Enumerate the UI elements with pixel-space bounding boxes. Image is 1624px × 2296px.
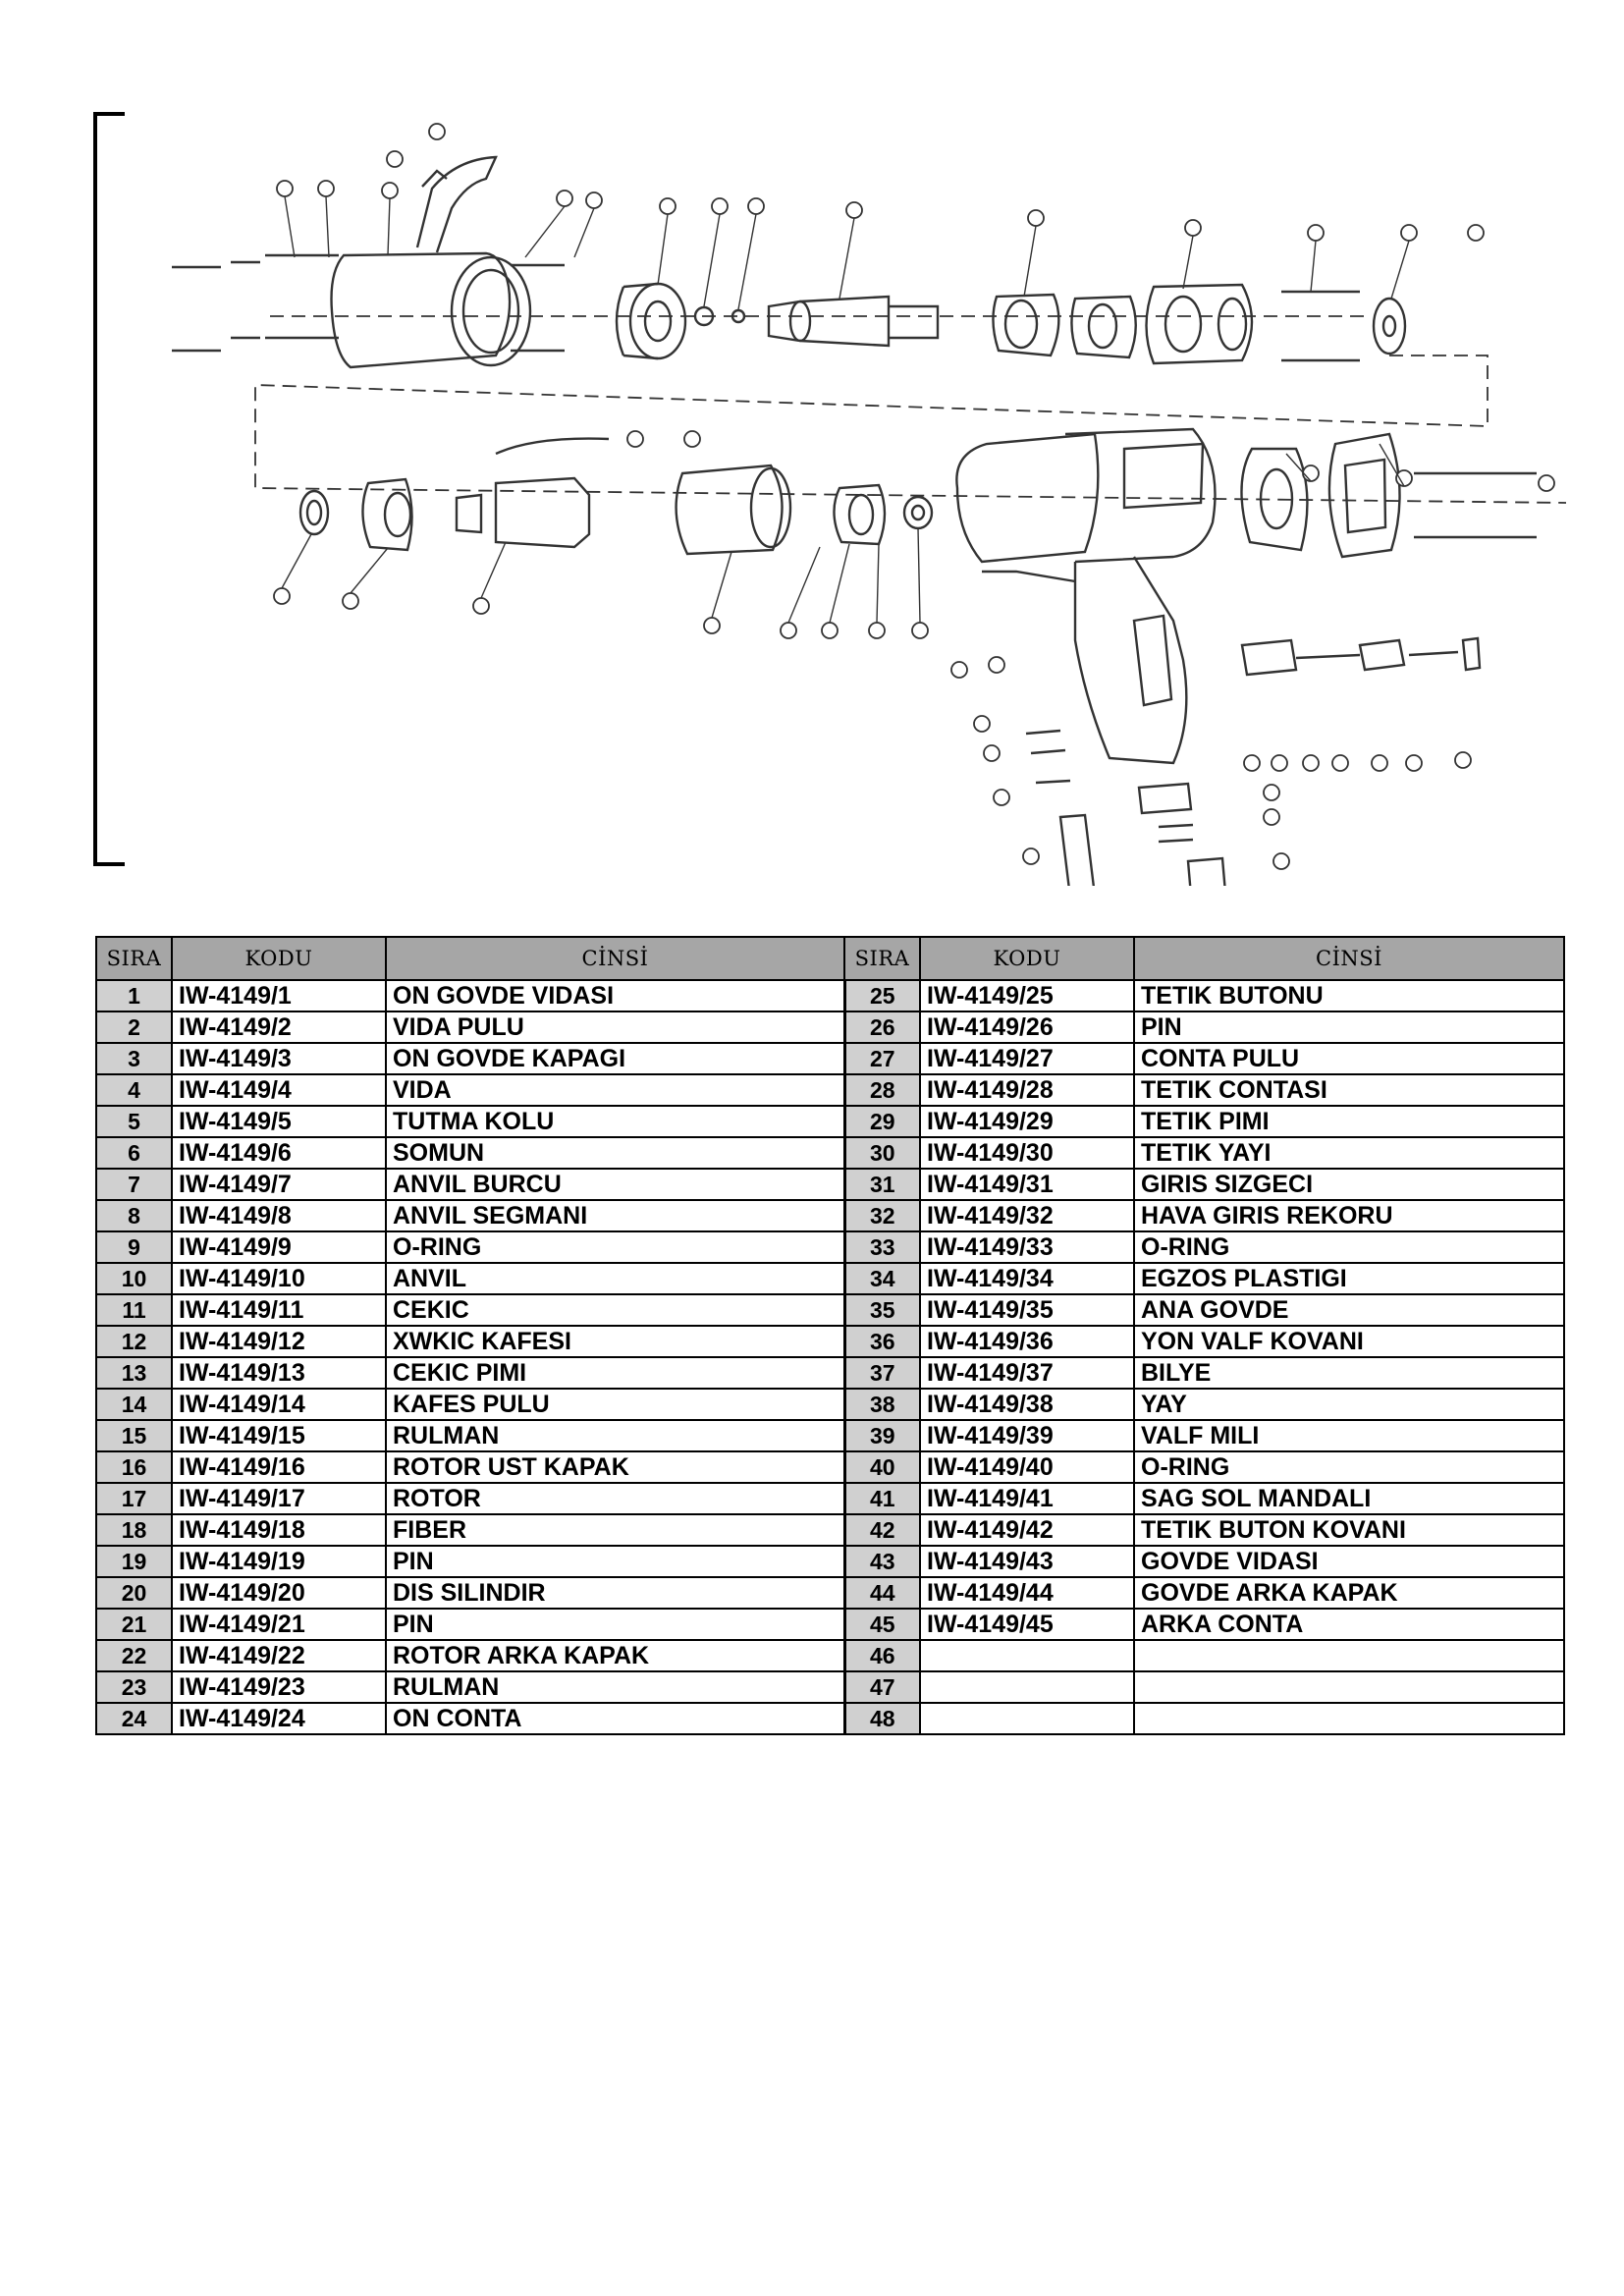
kodu-cell: IW-4149/27 [920, 1043, 1134, 1074]
cinsi-cell: CEKIC PIMI [386, 1357, 844, 1389]
table-row [96, 1169, 1564, 1200]
sira-cell: 11 [96, 1294, 172, 1326]
table-row [96, 1326, 1564, 1357]
sira-cell: 22 [96, 1640, 172, 1671]
table-row [96, 1357, 1564, 1389]
sira-cell: 3 [96, 1043, 172, 1074]
kodu-cell: IW-4149/17 [172, 1483, 386, 1514]
kodu-cell: IW-4149/24 [172, 1703, 386, 1734]
cinsi-cell: ANVIL BURCU [386, 1169, 844, 1200]
table-row [96, 1703, 1564, 1734]
header-cinsi: CİNSİ [386, 937, 844, 980]
table-row [96, 1231, 1564, 1263]
sira-cell: 16 [96, 1451, 172, 1483]
cinsi-cell: TETIK BUTONU [1134, 980, 1564, 1011]
cinsi-cell: ARKA CONTA [1134, 1609, 1564, 1640]
cinsi-cell: SOMUN [386, 1137, 844, 1169]
table-row [96, 1514, 1564, 1546]
kodu-cell: IW-4149/21 [172, 1609, 386, 1640]
sira-cell: 23 [96, 1671, 172, 1703]
kodu-cell: IW-4149/5 [172, 1106, 386, 1137]
kodu-cell: IW-4149/25 [920, 980, 1134, 1011]
sira-cell: 14 [96, 1389, 172, 1420]
sira-cell: 40 [844, 1451, 920, 1483]
sira-cell: 13 [96, 1357, 172, 1389]
rotor-group-part [300, 439, 609, 550]
cinsi-cell: ROTOR UST KAPAK [386, 1451, 844, 1483]
cinsi-cell: O-RING [1134, 1451, 1564, 1483]
kodu-cell: IW-4149/44 [920, 1577, 1134, 1609]
kodu-cell: IW-4149/15 [172, 1420, 386, 1451]
kodu-cell: IW-4149/32 [920, 1200, 1134, 1231]
header-sira-2: SIRA [844, 937, 920, 980]
header-kodu: KODU [172, 937, 386, 980]
kodu-cell: IW-4149/1 [172, 980, 386, 1011]
sira-cell: 4 [96, 1074, 172, 1106]
kodu-cell: IW-4149/39 [920, 1420, 1134, 1451]
cinsi-cell: ANVIL SEGMANI [386, 1200, 844, 1231]
front-housing-part [332, 157, 531, 367]
kodu-cell [920, 1703, 1134, 1734]
table-row [96, 1609, 1564, 1640]
cinsi-cell: ON GOVDE VIDASI [386, 980, 844, 1011]
table-row [96, 1137, 1564, 1169]
cinsi-cell [1134, 1671, 1564, 1703]
sira-cell: 41 [844, 1483, 920, 1514]
cinsi-cell: O-RING [1134, 1231, 1564, 1263]
table-row [96, 1671, 1564, 1703]
rear-cover-part [1241, 434, 1537, 557]
cinsi-cell: FIBER [386, 1514, 844, 1546]
sira-cell: 26 [844, 1011, 920, 1043]
header-sira: SIRA [96, 937, 172, 980]
cinsi-cell: SAG SOL MANDALI [1134, 1483, 1564, 1514]
kodu-cell [920, 1640, 1134, 1671]
cinsi-cell: ON GOVDE KAPAGI [386, 1043, 844, 1074]
sira-cell: 45 [844, 1609, 920, 1640]
table-row [96, 1640, 1564, 1671]
sira-cell: 24 [96, 1703, 172, 1734]
cinsi-cell: ANVIL [386, 1263, 844, 1294]
cinsi-cell: RULMAN [386, 1420, 844, 1451]
sira-cell: 2 [96, 1011, 172, 1043]
valve-group-part [1242, 638, 1480, 675]
sira-cell: 15 [96, 1420, 172, 1451]
sira-cell: 9 [96, 1231, 172, 1263]
kodu-cell: IW-4149/35 [920, 1294, 1134, 1326]
sira-cell: 34 [844, 1263, 920, 1294]
cinsi-cell: CONTA PULU [1134, 1043, 1564, 1074]
kodu-cell: IW-4149/14 [172, 1389, 386, 1420]
cinsi-cell: HAVA GIRIS REKORU [1134, 1200, 1564, 1231]
kodu-cell: IW-4149/30 [920, 1137, 1134, 1169]
sira-cell: 10 [96, 1263, 172, 1294]
cinsi-cell: O-RING [386, 1231, 844, 1263]
kodu-cell: IW-4149/2 [172, 1011, 386, 1043]
kodu-cell: IW-4149/11 [172, 1294, 386, 1326]
cinsi-cell: RULMAN [386, 1671, 844, 1703]
cinsi-cell: GIRIS SIZGECI [1134, 1169, 1564, 1200]
cinsi-cell: XWKIC KAFESI [386, 1326, 844, 1357]
inlet-fitting-part [1026, 731, 1227, 886]
kodu-cell: IW-4149/9 [172, 1231, 386, 1263]
table-row [96, 1200, 1564, 1231]
cinsi-cell: VIDA PULU [386, 1011, 844, 1043]
sira-cell: 44 [844, 1577, 920, 1609]
cinsi-cell: KAFES PULU [386, 1389, 844, 1420]
kodu-cell: IW-4149/36 [920, 1326, 1134, 1357]
cinsi-cell: ROTOR ARKA KAPAK [386, 1640, 844, 1671]
kodu-cell: IW-4149/18 [172, 1514, 386, 1546]
table-row [96, 1043, 1564, 1074]
sira-cell: 43 [844, 1546, 920, 1577]
kodu-cell: IW-4149/41 [920, 1483, 1134, 1514]
callout-markers [274, 124, 1554, 886]
kodu-cell: IW-4149/10 [172, 1263, 386, 1294]
hammer-cage-part [993, 285, 1405, 363]
kodu-cell: IW-4149/8 [172, 1200, 386, 1231]
kodu-cell [920, 1671, 1134, 1703]
sira-cell: 21 [96, 1609, 172, 1640]
header-kodu-2: KODU [920, 937, 1134, 980]
parts-list-table [95, 936, 1565, 1735]
sira-cell: 42 [844, 1514, 920, 1546]
table-row [96, 1451, 1564, 1483]
cylinder-part [677, 465, 932, 554]
kodu-cell: IW-4149/4 [172, 1074, 386, 1106]
sira-cell: 37 [844, 1357, 920, 1389]
kodu-cell: IW-4149/13 [172, 1357, 386, 1389]
cinsi-cell: PIN [386, 1609, 844, 1640]
cinsi-cell: VALF MILI [1134, 1420, 1564, 1451]
kodu-cell: IW-4149/45 [920, 1609, 1134, 1640]
table-row [96, 1483, 1564, 1514]
sira-cell: 27 [844, 1043, 920, 1074]
sira-cell: 17 [96, 1483, 172, 1514]
sira-cell: 18 [96, 1514, 172, 1546]
cinsi-cell: YAY [1134, 1389, 1564, 1420]
cinsi-cell: ON CONTA [386, 1703, 844, 1734]
kodu-cell: IW-4149/28 [920, 1074, 1134, 1106]
table-row [96, 1389, 1564, 1420]
sira-cell: 38 [844, 1389, 920, 1420]
anvil-part [769, 297, 938, 346]
cinsi-cell: ANA GOVDE [1134, 1294, 1564, 1326]
kodu-cell: IW-4149/33 [920, 1231, 1134, 1263]
cinsi-cell: YON VALF KOVANI [1134, 1326, 1564, 1357]
sira-cell: 33 [844, 1231, 920, 1263]
exploded-view-diagram [93, 110, 1576, 886]
sira-cell: 6 [96, 1137, 172, 1169]
sira-cell: 8 [96, 1200, 172, 1231]
cinsi-cell: EGZOS PLASTIGI [1134, 1263, 1564, 1294]
sira-cell: 20 [96, 1577, 172, 1609]
front-housing-screws [172, 255, 565, 351]
table-header-row [96, 937, 1564, 980]
sira-cell: 48 [844, 1703, 920, 1734]
sira-cell: 46 [844, 1640, 920, 1671]
callout-leaders [282, 196, 1409, 623]
kodu-cell: IW-4149/26 [920, 1011, 1134, 1043]
cinsi-cell: TETIK BUTON KOVANI [1134, 1514, 1564, 1546]
sira-cell: 12 [96, 1326, 172, 1357]
sira-cell: 30 [844, 1137, 920, 1169]
cinsi-cell: GOVDE VIDASI [1134, 1546, 1564, 1577]
anvil-bushing-part [617, 284, 744, 358]
sira-cell: 5 [96, 1106, 172, 1137]
kodu-cell: IW-4149/34 [920, 1263, 1134, 1294]
sira-cell: 39 [844, 1420, 920, 1451]
table-row [96, 980, 1564, 1011]
kodu-cell: IW-4149/31 [920, 1169, 1134, 1200]
cinsi-cell: DIS SILINDIR [386, 1577, 844, 1609]
table-body [96, 980, 1564, 1734]
kodu-cell: IW-4149/7 [172, 1169, 386, 1200]
kodu-cell: IW-4149/6 [172, 1137, 386, 1169]
table-row [96, 1011, 1564, 1043]
cinsi-cell: PIN [386, 1546, 844, 1577]
cinsi-cell: CEKIC [386, 1294, 844, 1326]
sira-cell: 31 [844, 1169, 920, 1200]
cinsi-cell: TETIK YAYI [1134, 1137, 1564, 1169]
cinsi-cell: TETIK CONTASI [1134, 1074, 1564, 1106]
kodu-cell: IW-4149/40 [920, 1451, 1134, 1483]
sira-cell: 7 [96, 1169, 172, 1200]
sira-cell: 19 [96, 1546, 172, 1577]
kodu-cell: IW-4149/12 [172, 1326, 386, 1357]
cinsi-cell: VIDA [386, 1074, 844, 1106]
main-body-part [956, 429, 1215, 763]
kodu-cell: IW-4149/38 [920, 1389, 1134, 1420]
sira-cell: 35 [844, 1294, 920, 1326]
kodu-cell: IW-4149/29 [920, 1106, 1134, 1137]
table-row [96, 1074, 1564, 1106]
sira-cell: 47 [844, 1671, 920, 1703]
sira-cell: 32 [844, 1200, 920, 1231]
kodu-cell: IW-4149/3 [172, 1043, 386, 1074]
sira-cell: 29 [844, 1106, 920, 1137]
kodu-cell: IW-4149/16 [172, 1451, 386, 1483]
sira-cell: 25 [844, 980, 920, 1011]
kodu-cell: IW-4149/22 [172, 1640, 386, 1671]
kodu-cell: IW-4149/37 [920, 1357, 1134, 1389]
cinsi-cell: TUTMA KOLU [386, 1106, 844, 1137]
sira-cell: 36 [844, 1326, 920, 1357]
table-row [96, 1294, 1564, 1326]
kodu-cell: IW-4149/19 [172, 1546, 386, 1577]
sira-cell: 1 [96, 980, 172, 1011]
cinsi-cell: TETIK PIMI [1134, 1106, 1564, 1137]
table-row [96, 1106, 1564, 1137]
table-row [96, 1420, 1564, 1451]
cinsi-cell: GOVDE ARKA KAPAK [1134, 1577, 1564, 1609]
cinsi-cell: ROTOR [386, 1483, 844, 1514]
table-row [96, 1263, 1564, 1294]
cinsi-cell: PIN [1134, 1011, 1564, 1043]
cinsi-cell [1134, 1640, 1564, 1671]
header-cinsi-2: CİNSİ [1134, 937, 1564, 980]
sira-cell: 28 [844, 1074, 920, 1106]
cinsi-cell: BILYE [1134, 1357, 1564, 1389]
table-row [96, 1577, 1564, 1609]
kodu-cell: IW-4149/43 [920, 1546, 1134, 1577]
cinsi-cell [1134, 1703, 1564, 1734]
table-row [96, 1546, 1564, 1577]
kodu-cell: IW-4149/20 [172, 1577, 386, 1609]
kodu-cell: IW-4149/23 [172, 1671, 386, 1703]
kodu-cell: IW-4149/42 [920, 1514, 1134, 1546]
